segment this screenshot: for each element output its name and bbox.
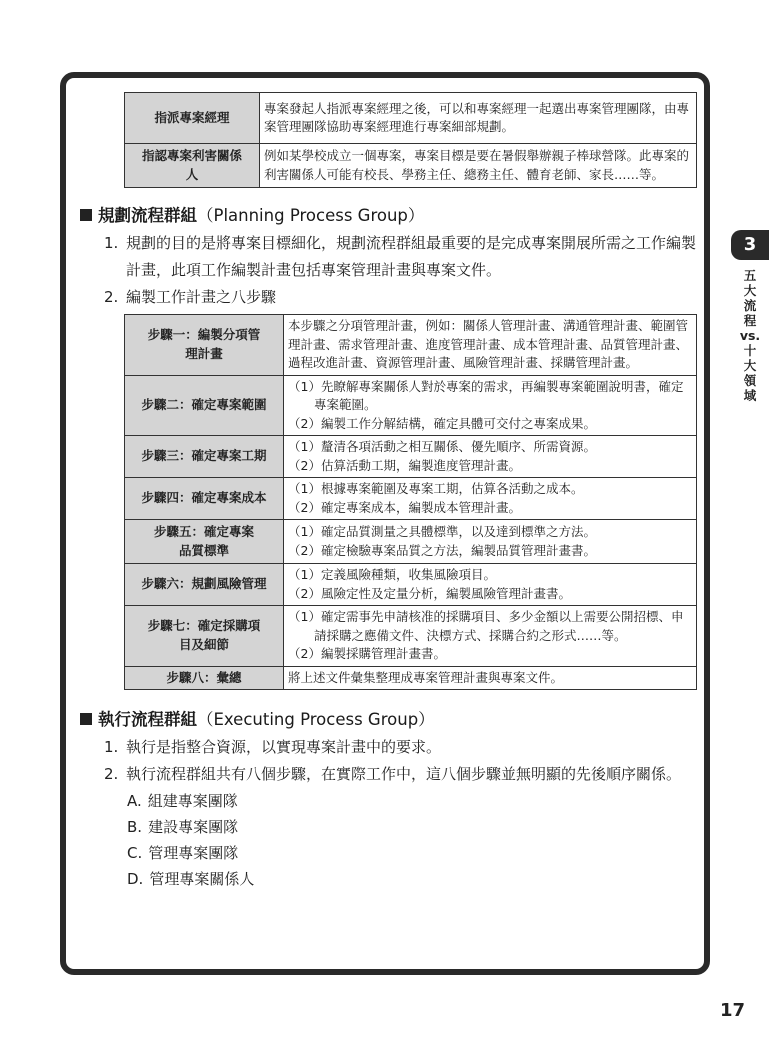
item-text: 建設專案團隊 — [148, 818, 239, 836]
step-text: 本步驟之分項管理計畫，例如：關係人管理計畫、溝通管理計畫、範圍管理計畫、需求管理計畫、進度管理計畫、成本管理計畫、品質管理計畫、過程改進計畫、資源管理計畫、風險管理計畫、採購管理計畫。 — [288, 318, 689, 370]
step-body — [284, 436, 697, 478]
lettered-item — [127, 814, 700, 840]
item-text: 管理專案團隊 — [148, 844, 239, 862]
step-body — [284, 606, 697, 667]
item-number: 1. — [104, 738, 119, 756]
step-header-text: 步驟七：確定採購項目及細節 — [147, 618, 261, 652]
page-content — [80, 92, 700, 892]
table-row — [125, 144, 697, 188]
square-bullet-icon — [80, 209, 92, 221]
square-bullet-icon — [80, 713, 92, 725]
section-title-en: （Planning Process Group） — [197, 206, 425, 225]
table-row — [125, 375, 697, 436]
step-header-text: 步驟五：確定專案品質標準 — [153, 524, 254, 558]
step-line: （2）風險定性及定量分析，編製風險管理計畫書。 — [288, 585, 571, 601]
item-letter: D. — [127, 870, 144, 888]
step-header: 步驟八：彙總 — [125, 666, 284, 690]
item-text: 規劃的目的是將專案目標細化，規劃流程群組最重要的是完成專案開展所需之工作編製計畫，此項工作編製計畫包括專案管理計畫與專案文件。 — [126, 234, 697, 279]
lettered-item — [127, 840, 700, 866]
step-body — [284, 315, 697, 376]
step-line: （2）編製採購管理計畫書。 — [288, 646, 446, 661]
item-text: 執行是指整合資源，以實現專案計畫中的要求。 — [126, 738, 442, 756]
step-body — [284, 375, 697, 436]
item-letter: B. — [127, 818, 143, 836]
step-header — [125, 520, 284, 564]
section-executing-heading — [80, 706, 700, 730]
step-line: （1）釐清各項活動之相互關係、優先順序、所需資源。 — [288, 439, 596, 454]
page-number: 17 — [720, 1000, 746, 1021]
item-text: 執行流程群組共有八個步驟，在實際工作中，這八個步驟並無明顯的先後順序關係。 — [126, 765, 682, 783]
row-body — [260, 93, 697, 144]
step-body — [284, 478, 697, 520]
item-letter: C. — [127, 844, 143, 862]
row-text: 專案發起人指派專案經理之後，可以和專案經理一起選出專案管理團隊，由專案管理團隊協助專案經理進行專案細部規劃。 — [264, 100, 690, 134]
step-header-text: 步驟六：規劃風險管理 — [141, 576, 267, 592]
step-header-text: 步驟三：確定專案工期 — [141, 448, 267, 464]
item-text: 組建專案團隊 — [147, 792, 238, 810]
row-header — [125, 144, 260, 188]
numbered-item — [104, 761, 700, 788]
item-text: 編製工作計畫之八步驟 — [126, 288, 277, 306]
chapter-title — [731, 268, 769, 403]
item-number: 1. — [104, 234, 119, 252]
step-line: （2）編製工作分解結構，確定具體可交付之專案成果。 — [288, 415, 596, 431]
item-letter: A. — [127, 792, 142, 810]
row-body — [260, 144, 697, 188]
step-line: （2）確定檢驗專案品質之方法，編製品質管理計畫書。 — [288, 542, 596, 558]
table-row — [125, 436, 697, 478]
step-header-text: 步驟四：確定專案成本 — [141, 490, 267, 506]
step-header-text: 步驟一：編製分項管理計畫 — [147, 327, 261, 361]
chapter-title-text: 五 大 流 程 vs. 十 大 領 域 — [739, 268, 761, 403]
table-row — [125, 93, 697, 144]
row-header: 指派專案經理 — [125, 93, 260, 144]
step-text: 將上述文件彙集整理成專案管理計畫與專案文件。 — [288, 669, 564, 685]
step-header — [125, 478, 284, 520]
table-row — [125, 478, 697, 520]
chapter-tab — [731, 230, 769, 403]
step-line: （1）先瞭解專案關係人對於專案的需求，再編製專案範圍說明書，確定專案範圍。 — [288, 378, 684, 412]
step-body — [284, 666, 697, 690]
step-line: （2）確定專案成本，編製成本管理計畫。 — [288, 499, 521, 515]
step-header — [125, 436, 284, 478]
step-body — [284, 564, 697, 606]
step-line: （1）確定需事先申請核准的採購項目、多少金額以上需要公開招標、申請採購之應備文件、決標方式、採購合約之形式……等。 — [288, 609, 684, 643]
step-header-text: 步驟二：確定專案範圍 — [141, 397, 267, 412]
step-header — [125, 564, 284, 606]
numbered-item — [104, 734, 700, 761]
item-number: 2. — [104, 765, 119, 783]
section-title: 執行流程群組 — [98, 710, 197, 729]
numbered-item — [104, 230, 700, 284]
table-row — [125, 666, 697, 690]
lettered-item — [127, 788, 700, 814]
step-line: （1）根據專案範圍及專案工期，估算各活動之成本。 — [288, 481, 584, 496]
table-roles — [124, 92, 697, 188]
section-planning-heading — [80, 202, 700, 226]
numbered-item — [104, 284, 700, 311]
section-title-en: （Executing Process Group） — [197, 710, 435, 729]
step-header — [125, 375, 284, 436]
row-text: 例如某學校成立一個專案，專案目標是要在暑假舉辦親子棒球營隊。此專案的利害關係人可能有校長、學務主任、總務主任、體育老師、家長……等。 — [264, 148, 690, 182]
step-header — [125, 315, 284, 376]
table-row — [125, 606, 697, 667]
item-text: 管理專案關係人 — [149, 870, 255, 888]
section-title: 規劃流程群組 — [98, 206, 197, 225]
step-body — [284, 520, 697, 564]
step-header — [125, 606, 284, 667]
table-row — [125, 520, 697, 564]
item-number: 2. — [104, 288, 119, 306]
step-line: （1）定義風險種類，收集風險項目。 — [288, 567, 496, 582]
chapter-number: 3 — [731, 230, 769, 260]
lettered-item — [127, 866, 700, 892]
table-row — [125, 315, 697, 376]
table-row — [125, 564, 697, 606]
step-line: （2）估算活動工期，編製進度管理計畫。 — [288, 457, 521, 473]
table-steps — [124, 314, 697, 690]
step-line: （1）確定品質測量之具體標準，以及達到標準之方法。 — [288, 524, 596, 539]
row-header-text: 指認專案利害關係人 — [141, 148, 242, 182]
